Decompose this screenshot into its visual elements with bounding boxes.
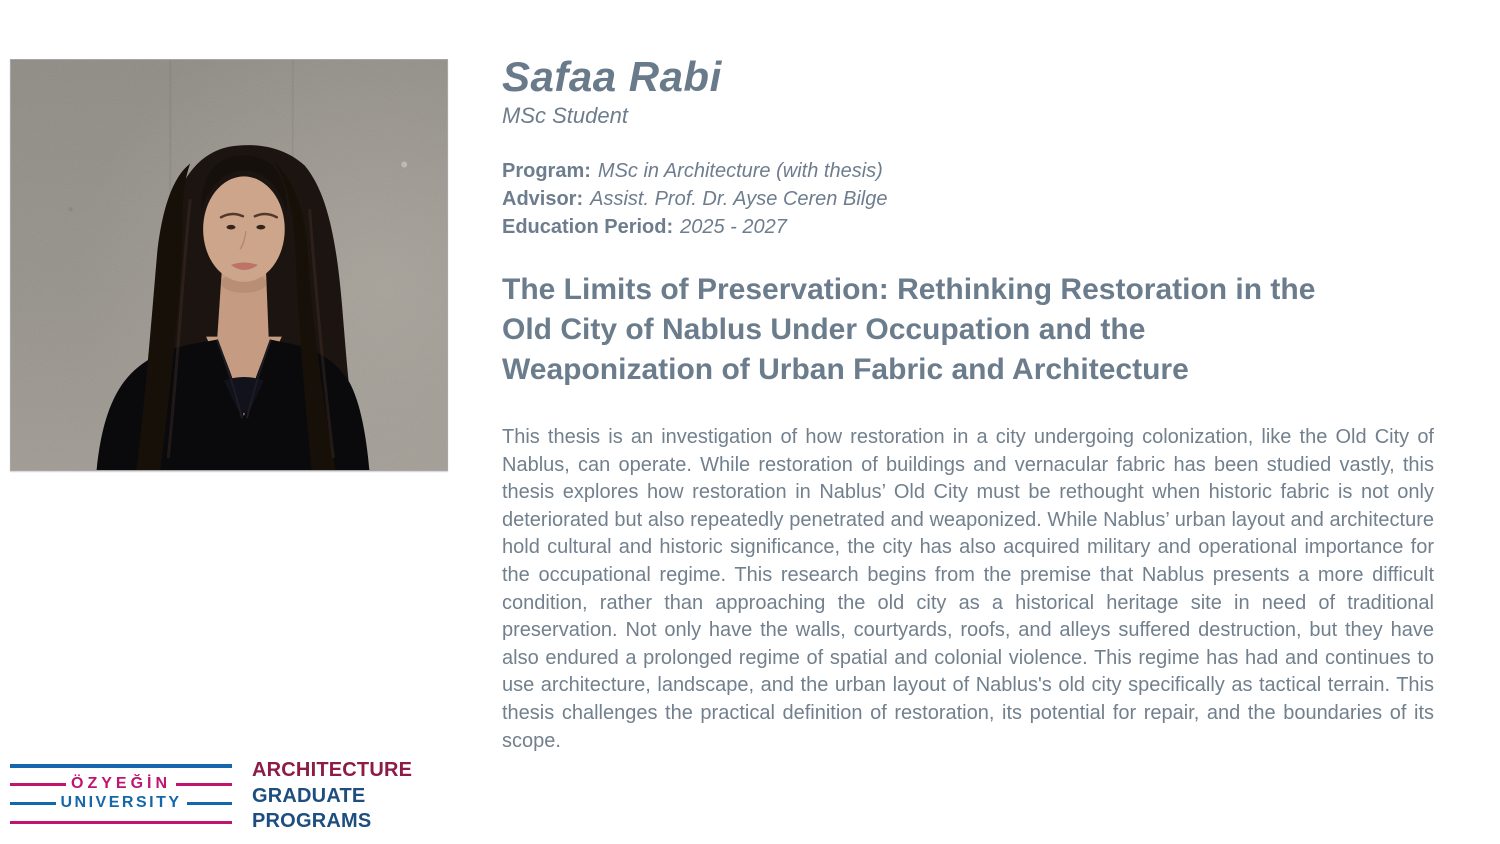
detail-program-value: MSc in Architecture (with thesis)	[597, 160, 883, 182]
program-line-graduate: GRADUATE	[252, 784, 366, 807]
detail-education-period-label: Education Period:	[502, 216, 674, 238]
logo-row-ozyegin	[10, 776, 232, 792]
detail-advisor	[502, 185, 887, 213]
detail-education-period-value: 2025 - 2027	[680, 216, 787, 238]
detail-program	[502, 157, 887, 185]
student-photo	[10, 59, 448, 471]
logo-rule-right-magenta	[176, 783, 232, 786]
thesis-title-line-1: The Limits of Preservation: Rethinking Restoration in the	[502, 273, 1316, 306]
thesis-abstract: This thesis is an investigation of how restoration in a city undergoing colonization, like the Old City of Nablus, can operate. While restoration of buildings and vernacular fabric has been studied vastly, this thesis explores how restoration in Nablus’ Old City must be rethought when historic fabric is not only deteriorated but also repeatedly penetrated and weaponized. While Nablus’ urban layout and architecture hold cultural and historic significance, the city has also acquired military and operational importance for the occupational regime. This research begins from the premise that Nablus presents a more difficult condition, rather than approaching the old city as a historical heritage site in need of traditional preservation. Not only have the walls, courtyards, roofs, and alleys suffered destruction, but they have also endured a prolonged regime of spatial and colonial violence. This regime has had and continues to use architecture, landscape, and the urban layout of Nablus's old city specifically as tactical terrain. This thesis challenges the practical definition of restoration, its potential for repair, and the boundaries of its scope.	[502, 426, 1434, 752]
detail-advisor-value: Assist. Prof. Dr. Ayse Ceren Bilge	[590, 188, 888, 210]
program-line-architecture: ARCHITECTURE	[252, 759, 413, 781]
logo-word-university: UNIVERSITY	[60, 794, 182, 811]
program-name-block	[252, 758, 412, 835]
detail-education-period	[502, 213, 887, 241]
detail-advisor-label: Advisor:	[502, 188, 584, 210]
portrait-illustration	[11, 60, 447, 470]
ozyegin-university-logo	[10, 764, 232, 824]
student-name: Safaa Rabi	[502, 53, 722, 100]
logo-rule-left-blue	[10, 802, 56, 805]
program-line-programs: PROGRAMS	[252, 810, 372, 832]
student-role: MSc Student	[502, 103, 628, 128]
logo-word-ozyegin: ÖZYEĞİN	[71, 775, 172, 792]
logo-rule-left-magenta	[10, 783, 66, 786]
logo-rule-right-blue	[187, 802, 233, 805]
detail-program-label: Program:	[502, 160, 591, 182]
thesis-title-line-3: Weaponization of Urban Fabric and Architecture	[502, 353, 1189, 386]
student-details	[502, 157, 887, 241]
logo-row-university	[10, 795, 232, 811]
thesis-title	[502, 270, 1436, 390]
thesis-title-line-2: Old City of Nablus Under Occupation and the	[502, 313, 1146, 346]
logo-top-rule	[10, 764, 232, 768]
logo-bottom-rule	[10, 821, 232, 824]
